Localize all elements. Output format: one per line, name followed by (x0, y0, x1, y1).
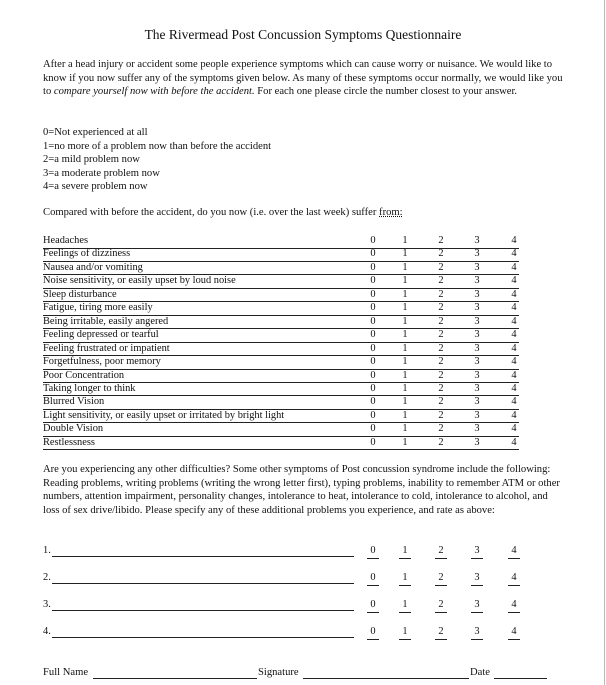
symptom-label: Light sensitivity, or easily upset or irritated by bright light (43, 409, 285, 421)
rating-option-4[interactable]: 4 (511, 315, 517, 327)
additional-item-number: 1. (43, 545, 51, 556)
rating-option-0[interactable]: 0 (370, 302, 376, 314)
rating-option-3[interactable]: 3 (474, 235, 480, 246)
symptom-row (43, 409, 519, 424)
signature-footer (43, 667, 563, 681)
rating-option-3[interactable]: 3 (471, 544, 483, 559)
rating-option-3[interactable]: 3 (474, 382, 480, 394)
additional-item-number: 4. (43, 626, 51, 637)
rating-option-4[interactable]: 4 (508, 598, 520, 613)
rating-option-1[interactable]: 1 (402, 396, 408, 408)
rating-option-0[interactable]: 0 (370, 396, 376, 408)
rating-option-3[interactable]: 3 (474, 288, 480, 300)
rating-option-2[interactable]: 2 (438, 423, 444, 435)
symptom-label: Feeling frustrated or impatient (43, 342, 170, 354)
rating-option-4[interactable]: 4 (511, 369, 517, 381)
symptom-label: Being irritable, easily angered (43, 315, 169, 327)
rating-option-1[interactable]: 1 (402, 315, 408, 327)
rating-option-0[interactable]: 0 (370, 261, 376, 273)
rating-option-0[interactable]: 0 (370, 329, 376, 341)
symptom-row (43, 288, 519, 303)
rating-option-3[interactable]: 3 (474, 356, 480, 368)
rating-option-2[interactable]: 2 (438, 356, 444, 368)
symptom-label: Noise sensitivity, or easily upset by loud noise (43, 275, 236, 287)
intro-emphasis: compare yourself now with before the accident. (53, 86, 255, 98)
question-text (43, 207, 403, 218)
symptom-label: Double Vision (43, 423, 104, 435)
rating-option-2[interactable]: 2 (438, 315, 444, 327)
rating-option-3[interactable]: 3 (474, 342, 480, 354)
rating-option-3[interactable]: 3 (474, 396, 480, 408)
rating-option-1[interactable]: 1 (402, 235, 408, 246)
rating-option-2[interactable]: 2 (438, 302, 444, 314)
rating-option-2[interactable]: 2 (438, 436, 444, 448)
rating-option-2[interactable]: 2 (438, 369, 444, 381)
page-edge (604, 0, 605, 685)
rating-option-1[interactable]: 1 (402, 329, 408, 341)
rating-option-0[interactable]: 0 (370, 275, 376, 287)
rating-option-0[interactable]: 0 (370, 409, 376, 421)
rating-option-1[interactable]: 1 (399, 598, 411, 613)
rating-option-0[interactable]: 0 (367, 598, 379, 613)
rating-option-0[interactable]: 0 (370, 235, 376, 246)
rating-option-4[interactable]: 4 (508, 625, 520, 640)
symptom-row (43, 436, 519, 451)
rating-option-2[interactable]: 2 (435, 598, 447, 613)
rating-option-0[interactable]: 0 (370, 248, 376, 260)
rating-option-4[interactable]: 4 (511, 329, 517, 341)
additional-symptom-field[interactable] (52, 583, 354, 584)
full-name-field[interactable] (93, 678, 257, 679)
rating-scale-legend (43, 126, 271, 194)
signature-field[interactable] (303, 678, 469, 679)
rating-option-4[interactable]: 4 (511, 275, 517, 287)
symptom-label: Fatigue, tiring more easily (43, 302, 153, 314)
rating-option-0[interactable]: 0 (370, 342, 376, 354)
rating-option-3[interactable]: 3 (474, 275, 480, 287)
additional-item-number: 3. (43, 599, 51, 610)
symptom-row (43, 234, 519, 249)
scale-item-3: 3=a moderate problem now (43, 167, 160, 179)
rating-option-2[interactable]: 2 (438, 342, 444, 354)
rating-option-0[interactable]: 0 (367, 544, 379, 559)
symptom-row (43, 261, 519, 276)
full-name-label: Full Name (43, 667, 89, 678)
date-label: Date (470, 667, 490, 678)
rating-option-0[interactable]: 0 (367, 625, 379, 640)
rating-option-1[interactable]: 1 (402, 369, 408, 381)
additional-symptom-row (43, 625, 519, 639)
symptom-row (43, 382, 519, 397)
symptom-label: Taking longer to think (43, 382, 136, 394)
additional-symptom-field[interactable] (52, 610, 354, 611)
signature-label: Signature (258, 667, 299, 678)
symptom-label: Blurred Vision (43, 396, 105, 408)
rating-option-3[interactable]: 3 (474, 369, 480, 381)
symptom-row (43, 315, 519, 330)
rating-option-4[interactable]: 4 (511, 436, 517, 448)
symptom-row (43, 355, 519, 370)
rating-option-2[interactable]: 2 (438, 235, 444, 246)
symptom-label: Sleep disturbance (43, 288, 117, 300)
additional-symptom-row (43, 598, 519, 612)
additional-symptom-field[interactable] (52, 556, 354, 557)
rating-option-4[interactable]: 4 (511, 396, 517, 408)
symptom-label: Feeling depressed or tearful (43, 329, 159, 341)
rating-option-2[interactable]: 2 (438, 261, 444, 273)
rating-option-3[interactable]: 3 (474, 248, 480, 260)
rating-option-4[interactable]: 4 (511, 423, 517, 435)
rating-option-0[interactable]: 0 (370, 288, 376, 300)
rating-option-4[interactable]: 4 (511, 248, 517, 260)
rating-option-2[interactable]: 2 (438, 409, 444, 421)
rating-option-1[interactable]: 1 (402, 409, 408, 421)
rating-option-4[interactable]: 4 (511, 302, 517, 314)
rating-option-2[interactable]: 2 (438, 248, 444, 260)
rating-option-1[interactable]: 1 (402, 342, 408, 354)
rating-option-1[interactable]: 1 (402, 382, 408, 394)
symptom-row (43, 342, 519, 357)
intro-text-2: For each one please circle the number closest to your answer. (254, 86, 518, 98)
rating-option-2[interactable]: 2 (438, 329, 444, 341)
rating-option-1[interactable]: 1 (402, 302, 408, 314)
question-text-underlined: from: (379, 207, 403, 218)
symptom-row (43, 369, 519, 384)
rating-option-1[interactable]: 1 (402, 436, 408, 448)
intro-paragraph (43, 58, 563, 99)
rating-option-0[interactable]: 0 (370, 369, 376, 381)
rating-option-2[interactable]: 2 (435, 625, 447, 640)
rating-option-2[interactable]: 2 (438, 288, 444, 300)
scale-item-1: 1=no more of a problem now than before the accident (43, 140, 272, 152)
rating-option-3[interactable]: 3 (471, 598, 483, 613)
rating-option-0[interactable]: 0 (367, 571, 379, 586)
symptom-row (43, 301, 519, 316)
symptom-label: Poor Concentration (43, 369, 125, 381)
rating-option-1[interactable]: 1 (402, 248, 408, 260)
rating-option-2[interactable]: 2 (438, 396, 444, 408)
rating-option-4[interactable]: 4 (511, 356, 517, 368)
rating-option-4[interactable]: 4 (511, 288, 517, 300)
question-text-main: Compared with before the accident, do you now (i.e. over the last week) suffer (43, 207, 380, 218)
rating-option-3[interactable]: 3 (474, 436, 480, 448)
rating-option-4[interactable]: 4 (511, 382, 517, 394)
rating-option-2[interactable]: 2 (438, 275, 444, 287)
rating-option-2[interactable]: 2 (435, 544, 447, 559)
rating-option-1[interactable]: 1 (402, 288, 408, 300)
symptom-label: Feelings of dizziness (43, 248, 131, 260)
rating-option-2[interactable]: 2 (435, 571, 447, 586)
rating-option-0[interactable]: 0 (370, 315, 376, 327)
rating-option-1[interactable]: 1 (399, 571, 411, 586)
intro-text-1: After a head injury or accident some people experience symptoms which can cause worry or nuisance. We would like to know if you now suffer any of the symptoms given below. As many of these symptoms occur normally, we would like you to (43, 59, 563, 98)
additional-symptom-row (43, 544, 519, 558)
symptom-label: Restlessness (43, 436, 95, 448)
symptom-label: Forgetfulness, poor memory (43, 356, 161, 368)
scale-item-0: 0=Not experienced at all (43, 127, 148, 138)
date-field[interactable] (494, 678, 547, 679)
rating-option-0[interactable]: 0 (370, 423, 376, 435)
scale-item-2: 2=a mild problem now (43, 154, 140, 166)
rating-option-4[interactable]: 4 (511, 409, 517, 421)
rating-option-4[interactable]: 4 (511, 235, 517, 246)
additional-symptom-row (43, 571, 519, 585)
rating-option-4[interactable]: 4 (508, 544, 520, 559)
scale-item-4: 4=a severe problem now (43, 181, 148, 193)
rating-option-0[interactable]: 0 (370, 436, 376, 448)
symptom-row (43, 395, 519, 410)
rating-option-1[interactable]: 1 (402, 423, 408, 435)
rating-option-3[interactable]: 3 (474, 329, 480, 341)
symptom-label: Nausea and/or vomiting (43, 261, 143, 273)
rating-option-3[interactable]: 3 (471, 571, 483, 586)
rating-option-1[interactable]: 1 (402, 261, 408, 273)
rating-option-2[interactable]: 2 (438, 382, 444, 394)
rating-option-4[interactable]: 4 (508, 571, 520, 586)
symptom-row (43, 328, 519, 343)
rating-option-4[interactable]: 4 (511, 342, 517, 354)
rating-option-3[interactable]: 3 (474, 302, 480, 314)
additional-item-number: 2. (43, 572, 51, 583)
rating-option-3[interactable]: 3 (474, 315, 480, 327)
rating-option-3[interactable]: 3 (474, 261, 480, 273)
symptom-row (43, 247, 519, 262)
rating-option-1[interactable]: 1 (399, 625, 411, 640)
rating-option-3[interactable]: 3 (471, 625, 483, 640)
rating-option-4[interactable]: 4 (511, 261, 517, 273)
symptom-row (43, 422, 519, 437)
page-title: The Rivermead Post Concussion Symptoms Questionnaire (144, 27, 462, 42)
rating-option-0[interactable]: 0 (370, 382, 376, 394)
rating-option-1[interactable]: 1 (402, 275, 408, 287)
symptom-label: Headaches (43, 235, 88, 246)
rating-option-1[interactable]: 1 (402, 356, 408, 368)
rating-option-3[interactable]: 3 (474, 409, 480, 421)
rating-option-1[interactable]: 1 (399, 544, 411, 559)
symptom-row (43, 274, 519, 289)
rating-option-3[interactable]: 3 (474, 423, 480, 435)
rating-option-0[interactable]: 0 (370, 356, 376, 368)
other-difficulties-paragraph: Are you experiencing any other difficulties? Some other symptoms of Post concussion syndrome include the following: Reading problems, writing problems (writing the wrong letter first), typing problems, inability to remember ATM or other numbers, attention impairment, personality changes, intolerance to heat, intolerance to cold, intolerance to alcohol, and loss of sex drive/libido. Please specify any of these additional problems you experience, and rate as above: (43, 464, 560, 516)
additional-symptom-field[interactable] (52, 637, 354, 638)
